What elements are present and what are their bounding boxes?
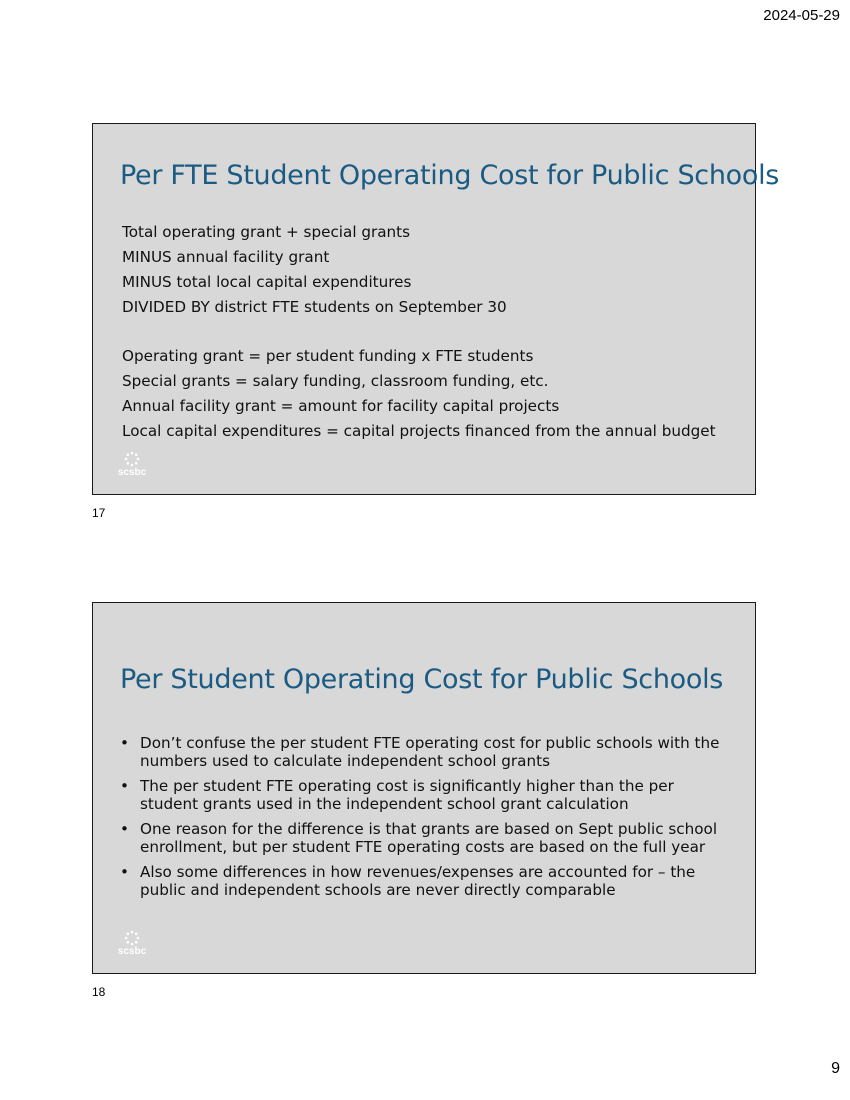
formula-line: MINUS total local capital expenditures [122, 273, 412, 291]
formula-line: MINUS annual facility grant [122, 248, 330, 266]
slide-number: 18 [92, 985, 106, 999]
logo-wordmark: scsbc [117, 946, 147, 957]
scsbc-logo [113, 451, 151, 478]
slide-17 [92, 123, 780, 495]
scsbc-logo [113, 930, 151, 957]
page-number: 9 [831, 1060, 840, 1077]
definition-lines [122, 344, 716, 444]
list-item: • One reason for the difference is that grants are based on Sept public school enrollment, but per student FTE operating costs are based on the full year [120, 820, 720, 856]
bullet-list [120, 734, 720, 906]
slide-18 [92, 602, 756, 974]
definition-line: Special grants = salary funding, classroom funding, etc. [122, 372, 549, 390]
list-item: • Don’t confuse the per student FTE operating cost for public schools with the numbers used to calculate independent school grants [120, 734, 720, 770]
formula-line: Total operating grant + special grants [122, 223, 411, 241]
definition-line: Local capital expenditures = capital projects financed from the annual budget [122, 422, 716, 440]
slide-title: Per Student Operating Cost for Public Schools [120, 664, 724, 695]
page-date: 2024-05-29 [763, 7, 840, 24]
formula-line: DIVIDED BY district FTE students on September 30 [122, 298, 507, 316]
slide-title: Per FTE Student Operating Cost for Public Schools [120, 160, 780, 191]
logo-wordmark: scsbc [117, 467, 147, 478]
definition-line: Operating grant = per student funding x FTE students [122, 347, 534, 365]
sun-icon [124, 451, 140, 467]
slide-number: 17 [92, 506, 106, 520]
definition-line: Annual facility grant = amount for facility capital projects [122, 397, 560, 415]
formula-lines [122, 220, 507, 320]
sun-icon [124, 930, 140, 946]
list-item: • The per student FTE operating cost is significantly higher than the per student grants used in the independent school grant calculation [120, 777, 720, 813]
list-item: • Also some differences in how revenues/expenses are accounted for – the public and independent schools are never directly comparable [120, 863, 720, 899]
